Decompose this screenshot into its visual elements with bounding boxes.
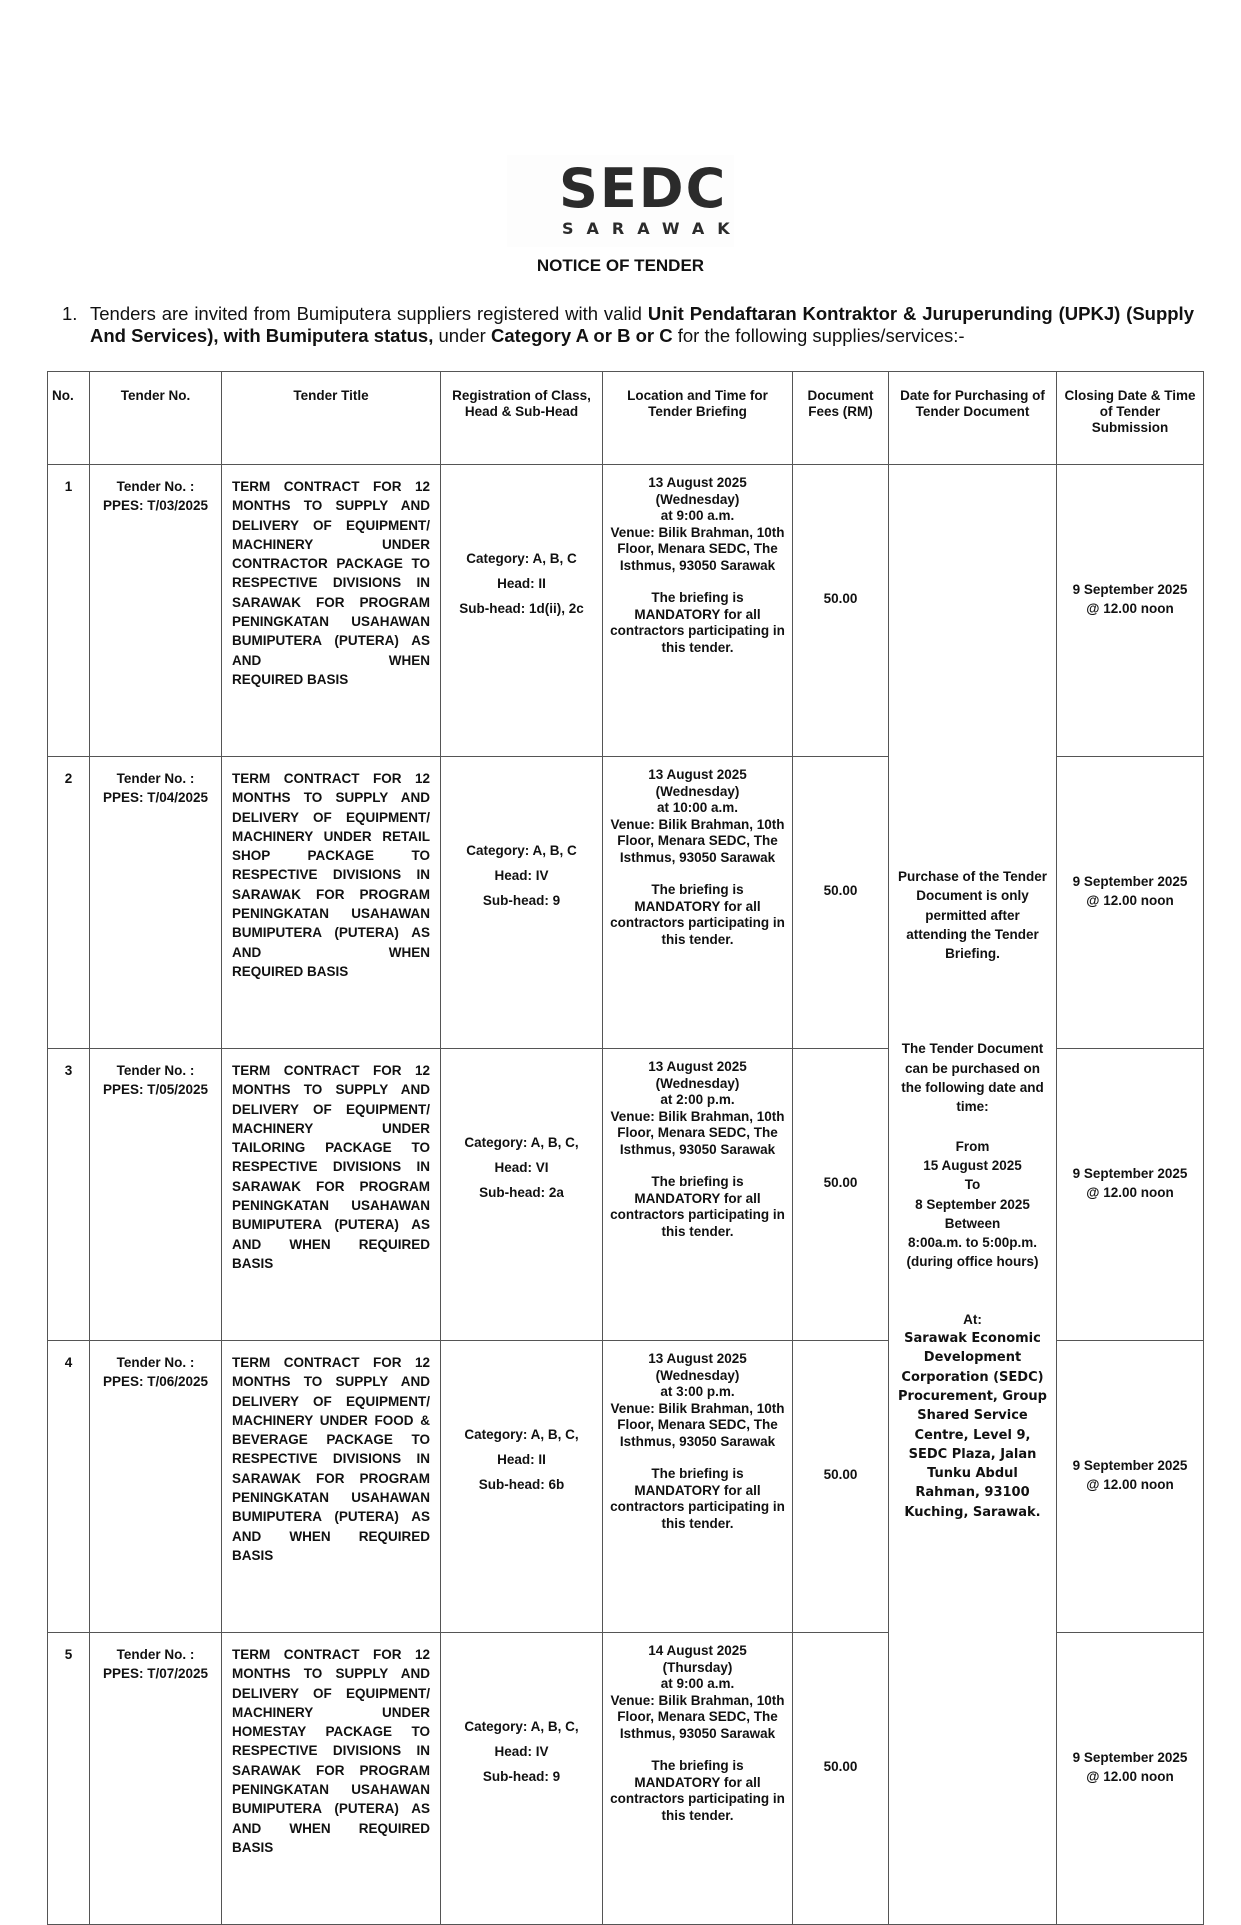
- intro-number: 1.: [62, 303, 78, 324]
- cell-registration: [441, 1633, 603, 1925]
- closing-time: @ 12.00 noon: [1086, 1184, 1174, 1200]
- briefing-mandatory-note: The briefing is MANDATORY for all contractors participating in this tender.: [610, 1174, 785, 1239]
- cell-tender-title: [222, 1633, 441, 1925]
- tender-title-text: TERM CONTRACT FOR 12 MONTHS TO SUPPLY AND DELIVERY OF EQUIPMENT/ MACHINERY UNDER CONTRACTOR PACKAGE TO RESPECTIVE DIVISIONS IN SARAWAK FOR PROGRAM PENINGKATAN USAHAWAN BUMIPUTERA (PUTERA) AS AND WHEN: [232, 479, 430, 668]
- cell-registration: [441, 465, 603, 757]
- briefing-day: (Wednesday): [655, 491, 740, 507]
- cell-no: 5: [48, 1633, 90, 1925]
- cell-closing: [1057, 757, 1204, 1049]
- registration-subhead: Sub-head: 9: [482, 1769, 561, 1784]
- cell-no: 2: [48, 757, 90, 1049]
- intro-paragraph: [62, 303, 1194, 347]
- briefing-mandatory-note: The briefing is MANDATORY for all contractors participating in this tender.: [610, 590, 785, 655]
- logo-subtitle: SARAWAK: [562, 219, 743, 238]
- intro-bold-part: Category A or B or C: [490, 325, 673, 346]
- cell-briefing: [603, 465, 793, 757]
- table-header-row: [48, 372, 1204, 465]
- cell-fee: 50.00: [793, 1633, 889, 1925]
- cell-tender-no: [90, 465, 222, 757]
- header-registration: Registration of Class, Head & Sub-Head: [441, 372, 603, 465]
- cell-fee: 50.00: [793, 757, 889, 1049]
- header-tender-no: Tender No.: [90, 372, 222, 465]
- tender-no-label: Tender No. :: [116, 479, 195, 494]
- tender-no-label: Tender No. :: [116, 1647, 195, 1662]
- tender-no-value: PPES: T/06/2025: [102, 1374, 209, 1389]
- closing-time: @ 12.00 noon: [1086, 1476, 1174, 1492]
- cell-registration: [441, 757, 603, 1049]
- cell-tender-no: [90, 1049, 222, 1341]
- briefing-venue: Venue: Bilik Brahman, 10th Floor, Menara SEDC, The Isthmus, 93050 Sarawak: [610, 816, 785, 865]
- tender-no-label: Tender No. :: [116, 771, 195, 786]
- purchase-from-label: From: [955, 1138, 990, 1154]
- purchase-at-label: At:: [963, 1311, 982, 1327]
- tender-title-text: TERM CONTRACT FOR 12 MONTHS TO SUPPLY AND DELIVERY OF EQUIPMENT/ MACHINERY UNDER TAILORING PACKAGE TO RESPECTIVE DIVISIONS IN SARAWAK FOR PROGRAM PENINGKATAN USAHAWAN BUMIPUTERA (PUTERA) AS AND WHEN REQUIRED: [232, 1063, 430, 1252]
- cell-tender-title: [222, 757, 441, 1049]
- table-row: [48, 465, 1204, 757]
- cell-registration: [441, 1049, 603, 1341]
- cell-purchase-info: [889, 465, 1057, 1925]
- notice-title: NOTICE OF TENDER: [536, 256, 705, 275]
- closing-time: @ 12.00 noon: [1086, 892, 1174, 908]
- tender-title-end: BASIS: [232, 1255, 274, 1271]
- briefing-time: at 10:00 a.m.: [656, 800, 739, 815]
- purchase-between-label: Between: [944, 1215, 1001, 1231]
- briefing-date: 13 August 2025: [648, 1059, 747, 1074]
- cell-tender-title: [222, 1341, 441, 1633]
- cell-briefing: [603, 1049, 793, 1341]
- closing-time: @ 12.00 noon: [1086, 600, 1174, 616]
- header-closing: Closing Date & Time of Tender Submission: [1057, 372, 1204, 465]
- briefing-time: at 3:00 p.m.: [660, 1384, 735, 1399]
- purchase-to-date: 8 September 2025: [915, 1196, 1030, 1212]
- registration-category: Category: A, B, C: [466, 551, 577, 566]
- registration-category: Category: A, B, C,: [464, 1135, 579, 1150]
- registration-subhead: Sub-head: 9: [482, 893, 561, 908]
- tender-title-text: TERM CONTRACT FOR 12 MONTHS TO SUPPLY AND DELIVERY OF EQUIPMENT/ MACHINERY UNDER FOOD & BEVERAGE PACKAGE TO RESPECTIVE DIVISIONS IN SARAWAK FOR PROGRAM PENINGKATAN USAHAWAN BUMIPUTERA (PUTERA) AS AND WHEN REQUIRED: [232, 1355, 430, 1544]
- purchase-note: Purchase of the Tender Document is only permitted after attending the Tender Briefing.: [897, 868, 1048, 962]
- closing-date: 9 September 2025: [1072, 1749, 1188, 1765]
- briefing-day: (Wednesday): [655, 1367, 740, 1383]
- briefing-venue: Venue: Bilik Brahman, 10th Floor, Menara SEDC, The Isthmus, 93050 Sarawak: [610, 524, 785, 573]
- closing-date: 9 September 2025: [1072, 1165, 1188, 1181]
- tender-no-label: Tender No. :: [116, 1063, 195, 1078]
- tender-no-value: PPES: T/05/2025: [102, 1082, 209, 1097]
- cell-fee: 50.00: [793, 1341, 889, 1633]
- cell-fee: 50.00: [793, 1049, 889, 1341]
- tender-title-end: BASIS: [232, 1839, 274, 1855]
- registration-head: Head: VI: [494, 1160, 549, 1175]
- cell-tender-title: [222, 1049, 441, 1341]
- cell-closing: [1057, 1341, 1204, 1633]
- briefing-date: 13 August 2025: [648, 1351, 747, 1366]
- briefing-day: (Wednesday): [655, 1075, 740, 1091]
- registration-head: Head: II: [497, 1452, 546, 1467]
- header-purchase-date: Date for Purchasing of Tender Document: [889, 372, 1057, 465]
- cell-tender-no: [90, 1341, 222, 1633]
- cell-closing: [1057, 1049, 1204, 1341]
- cell-closing: [1057, 1633, 1204, 1925]
- briefing-venue: Venue: Bilik Brahman, 10th Floor, Menara SEDC, The Isthmus, 93050 Sarawak: [610, 1108, 785, 1157]
- registration-category: Category: A, B, C,: [464, 1427, 579, 1442]
- briefing-day: (Thursday): [662, 1659, 733, 1675]
- tender-title-text: TERM CONTRACT FOR 12 MONTHS TO SUPPLY AND DELIVERY OF EQUIPMENT/ MACHINERY UNDER HOMESTAY PACKAGE TO RESPECTIVE DIVISIONS IN SARAWAK FOR PROGRAM PENINGKATAN USAHAWAN BUMIPUTERA (PUTERA) AS AND WHEN REQUIRED: [232, 1647, 430, 1836]
- briefing-time: at 9:00 a.m.: [660, 508, 735, 523]
- registration-subhead: Sub-head: 2a: [479, 1185, 564, 1200]
- tender-table: [47, 371, 1204, 1925]
- closing-date: 9 September 2025: [1072, 581, 1188, 597]
- closing-time: @ 12.00 noon: [1086, 1768, 1174, 1784]
- cell-no: 1: [48, 465, 90, 757]
- logo-mark: SEDC: [559, 157, 728, 220]
- briefing-day: (Wednesday): [655, 783, 740, 799]
- registration-category: Category: A, B, C,: [464, 1719, 579, 1734]
- briefing-mandatory-note: The briefing is MANDATORY for all contractors participating in this tender.: [610, 882, 785, 947]
- intro-text-part: under: [433, 325, 491, 346]
- registration-head: Head: IV: [494, 1744, 549, 1759]
- purchase-intro: The Tender Document can be purchased on the following date and time:: [901, 1041, 1044, 1115]
- intro-text: [90, 303, 1194, 347]
- intro-text-part: Tenders are invited from Bumiputera suppliers registered with valid: [90, 303, 648, 324]
- briefing-venue: Venue: Bilik Brahman, 10th Floor, Menara SEDC, The Isthmus, 93050 Sarawak: [610, 1692, 785, 1741]
- intro-bold-part: Unit Pendaftaran Kontraktor & Juruperunding (UPKJ) (Supply And Services), with Bumiputera status,: [90, 303, 1194, 346]
- briefing-date: 13 August 2025: [648, 475, 747, 490]
- sedc-logo: [507, 155, 743, 247]
- briefing-time: at 2:00 p.m.: [660, 1092, 735, 1107]
- cell-briefing: [603, 1633, 793, 1925]
- purchase-hours-note: (during office hours): [906, 1254, 1039, 1270]
- intro-text-part: for the following supplies/services:-: [672, 325, 965, 346]
- registration-subhead: Sub-head: 6b: [478, 1477, 565, 1492]
- cell-no: 3: [48, 1049, 90, 1341]
- cell-registration: [441, 1341, 603, 1633]
- registration-category: Category: A, B, C: [466, 843, 577, 858]
- purchase-hours: 8:00a.m. to 5:00p.m.: [907, 1235, 1038, 1251]
- header-fees: Document Fees (RM): [793, 372, 889, 465]
- tender-title-end: REQUIRED BASIS: [232, 671, 349, 687]
- tender-no-label: Tender No. :: [116, 1355, 195, 1370]
- briefing-venue: Venue: Bilik Brahman, 10th Floor, Menara SEDC, The Isthmus, 93050 Sarawak: [610, 1400, 785, 1449]
- cell-closing: [1057, 465, 1204, 757]
- briefing-mandatory-note: The briefing is MANDATORY for all contractors participating in this tender.: [610, 1758, 785, 1823]
- briefing-date: 13 August 2025: [648, 767, 747, 782]
- tender-no-value: PPES: T/04/2025: [102, 790, 209, 805]
- purchase-to-label: To: [964, 1177, 981, 1193]
- header-briefing: Location and Time for Tender Briefing: [603, 372, 793, 465]
- cell-tender-no: [90, 757, 222, 1049]
- closing-date: 9 September 2025: [1072, 1457, 1188, 1473]
- cell-briefing: [603, 757, 793, 1049]
- tender-no-value: PPES: T/03/2025: [102, 498, 209, 513]
- registration-head: Head: II: [497, 576, 546, 591]
- briefing-time: at 9:00 a.m.: [660, 1676, 735, 1691]
- cell-tender-title: [222, 465, 441, 757]
- tender-title-end: BASIS: [232, 1547, 274, 1563]
- registration-subhead: Sub-head: 1d(ii), 2c: [459, 601, 584, 616]
- tender-title-text: TERM CONTRACT FOR 12 MONTHS TO SUPPLY AND DELIVERY OF EQUIPMENT/ MACHINERY UNDER RETAIL SHOP PACKAGE TO RESPECTIVE DIVISIONS IN SARAWAK FOR PROGRAM PENINGKATAN USAHAWAN BUMIPUTERA (PUTERA) AS AND WHEN: [232, 771, 430, 960]
- closing-date: 9 September 2025: [1072, 873, 1188, 889]
- header-no: No.: [48, 372, 90, 465]
- briefing-mandatory-note: The briefing is MANDATORY for all contractors participating in this tender.: [610, 1466, 785, 1531]
- purchase-from-date: 15 August 2025: [923, 1157, 1022, 1173]
- purchase-address: Sarawak Economic Development Corporation (SEDC) Procurement, Group Shared Service Centre, Level 9, SEDC Plaza, Jalan Tunku Abdul Rahman, 93100 Kuching, Sarawak.: [898, 1331, 1047, 1520]
- cell-briefing: [603, 1341, 793, 1633]
- cell-tender-no: [90, 1633, 222, 1925]
- header-tender-title: Tender Title: [222, 372, 441, 465]
- briefing-date: 14 August 2025: [648, 1643, 747, 1658]
- registration-head: Head: IV: [494, 868, 549, 883]
- cell-no: 4: [48, 1341, 90, 1633]
- tender-no-value: PPES: T/07/2025: [102, 1666, 209, 1681]
- cell-fee: 50.00: [793, 465, 889, 757]
- tender-title-end: REQUIRED BASIS: [232, 963, 349, 979]
